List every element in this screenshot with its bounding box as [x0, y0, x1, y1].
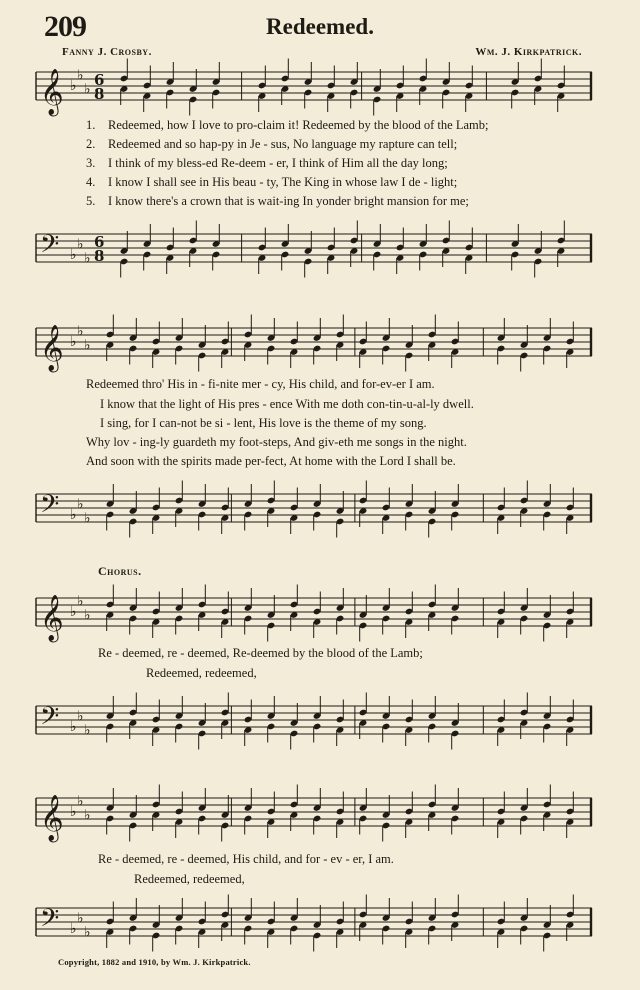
- flat-icon: ♭: [70, 604, 77, 620]
- chorus-lyric-line-1: Re - deemed, re - deemed, Re-deemed by the blood of the Lamb;: [98, 646, 423, 660]
- staff-graphic: [36, 902, 592, 946]
- verse-5-line-2: And soon with the spirits made per-fect, At home with the Lord I shall be.: [86, 454, 456, 468]
- flat-icon: ♭: [77, 793, 84, 810]
- staff-graphic: [36, 792, 592, 841]
- treble-clef-icon: 𝄞: [40, 69, 64, 115]
- flat-icon: ♭: [77, 496, 84, 513]
- time-signature-top: 6: [94, 71, 105, 89]
- verse-4-line-1: [86, 175, 457, 190]
- chorus-bass-lyric-line-2: Redeemed, redeemed,: [134, 872, 245, 886]
- flat-icon: ♭: [84, 924, 91, 941]
- flat-icon: ♭: [70, 804, 77, 820]
- verse-number: 3.: [86, 156, 96, 170]
- copyright-notice: Copyright, 1882 and 1910, by Wm. J. Kirkpatrick.: [58, 957, 251, 967]
- treble-staff-system-4: [36, 792, 592, 841]
- author-credit: Fanny J. Crosby.: [62, 46, 152, 58]
- bass-clef-icon: 𝄢: [40, 904, 60, 939]
- flat-icon: ♭: [84, 337, 91, 354]
- staff-graphic: [36, 66, 592, 115]
- time-signature-bottom: 8: [94, 85, 105, 103]
- treble-staff-system-3: [36, 592, 592, 641]
- time-signature-bottom: 8: [94, 247, 105, 265]
- flat-icon: ♭: [70, 719, 77, 735]
- flat-icon: ♭: [84, 510, 91, 527]
- flat-icon: ♭: [84, 722, 91, 739]
- flat-icon: ♭: [70, 507, 77, 523]
- bass-clef-icon: 𝄢: [40, 230, 60, 265]
- verse-5-line-1: [86, 194, 469, 209]
- chorus-bass-lyric-line-1: Redeemed, redeemed,: [146, 666, 257, 680]
- treble-clef-icon: 𝄞: [40, 595, 64, 641]
- verse-2-line-2: I know that the light of His pres - ence With me doth con-tin-u-al-ly dwell.: [100, 397, 474, 411]
- flat-icon: ♭: [70, 334, 77, 350]
- bass-staff-system-3: [36, 700, 592, 742]
- verse-4-line-2: Why lov - ing-ly guardeth my foot-steps, And giv-eth me songs in the night.: [86, 435, 467, 449]
- verse-3-line-2: I sing, for I can-not be si - lent, His love is the theme of my song.: [100, 416, 427, 430]
- bass-clef-icon: 𝄢: [40, 702, 60, 737]
- verse-3-line-1: [86, 156, 448, 171]
- flat-icon: ♭: [70, 921, 77, 937]
- treble-staff-system-2: [36, 322, 592, 371]
- flat-icon: ♭: [70, 247, 77, 263]
- verse-number: 1.: [86, 118, 96, 132]
- treble-clef-icon: 𝄞: [40, 325, 64, 371]
- verse-number: 2.: [86, 137, 96, 151]
- flat-icon: ♭: [70, 78, 77, 94]
- bass-staff-system-2: [36, 488, 592, 530]
- hymn-title: Redeemed.: [266, 14, 374, 39]
- time-signature-top: 6: [94, 233, 105, 251]
- chorus-lyric-line-2: Re - deemed, re - deemed, His child, and for - ev - er, I am.: [98, 852, 394, 866]
- flat-icon: ♭: [77, 323, 84, 340]
- staff-graphic: [36, 592, 592, 641]
- verse-text: I know there's a crown that is wait-ing In yonder bright mansion for me;: [108, 194, 469, 208]
- bass-staff-system-1: [36, 228, 592, 270]
- treble-clef-icon: 𝄞: [40, 795, 64, 841]
- flat-icon: ♭: [77, 67, 84, 84]
- verse-1-line-2: Redeemed thro' His in - fi-nite mer - cy, His child, and for-ev-er I am.: [86, 377, 435, 391]
- verse-text: Redeemed, how I love to pro-claim it! Redeemed by the blood of the Lamb;: [108, 118, 489, 132]
- flat-icon: ♭: [84, 807, 91, 824]
- flat-icon: ♭: [84, 81, 91, 98]
- verse-2-line-1: [86, 137, 457, 152]
- composer-credit: Wm. J. Kirkpatrick.: [475, 46, 582, 58]
- staff-graphic: [36, 322, 592, 371]
- verse-text: Redeemed and so hap-py in Je - sus, No language my rapture can tell;: [108, 137, 458, 151]
- staff-graphic: [36, 228, 592, 272]
- bass-staff-system-4: [36, 902, 592, 944]
- verse-number: 5.: [86, 194, 96, 208]
- verse-number: 4.: [86, 175, 96, 189]
- verse-text: I know I shall see in His beau - ty, The King in whose law I de - light;: [108, 175, 458, 189]
- flat-icon: ♭: [84, 250, 91, 267]
- chorus-label: Chorus.: [98, 564, 142, 578]
- flat-icon: ♭: [84, 607, 91, 624]
- staff-graphic: [36, 488, 592, 532]
- treble-staff-system-1: [36, 66, 592, 115]
- verse-1-line-1: [86, 118, 488, 133]
- flat-icon: ♭: [77, 236, 84, 253]
- staff-graphic: [36, 700, 592, 744]
- flat-icon: ♭: [77, 593, 84, 610]
- verse-text: I think of my bless-ed Re-deem - er, I think of Him all the day long;: [108, 156, 448, 170]
- flat-icon: ♭: [77, 910, 84, 927]
- hymn-number: 209: [44, 10, 86, 43]
- bass-clef-icon: 𝄢: [40, 490, 60, 525]
- flat-icon: ♭: [77, 708, 84, 725]
